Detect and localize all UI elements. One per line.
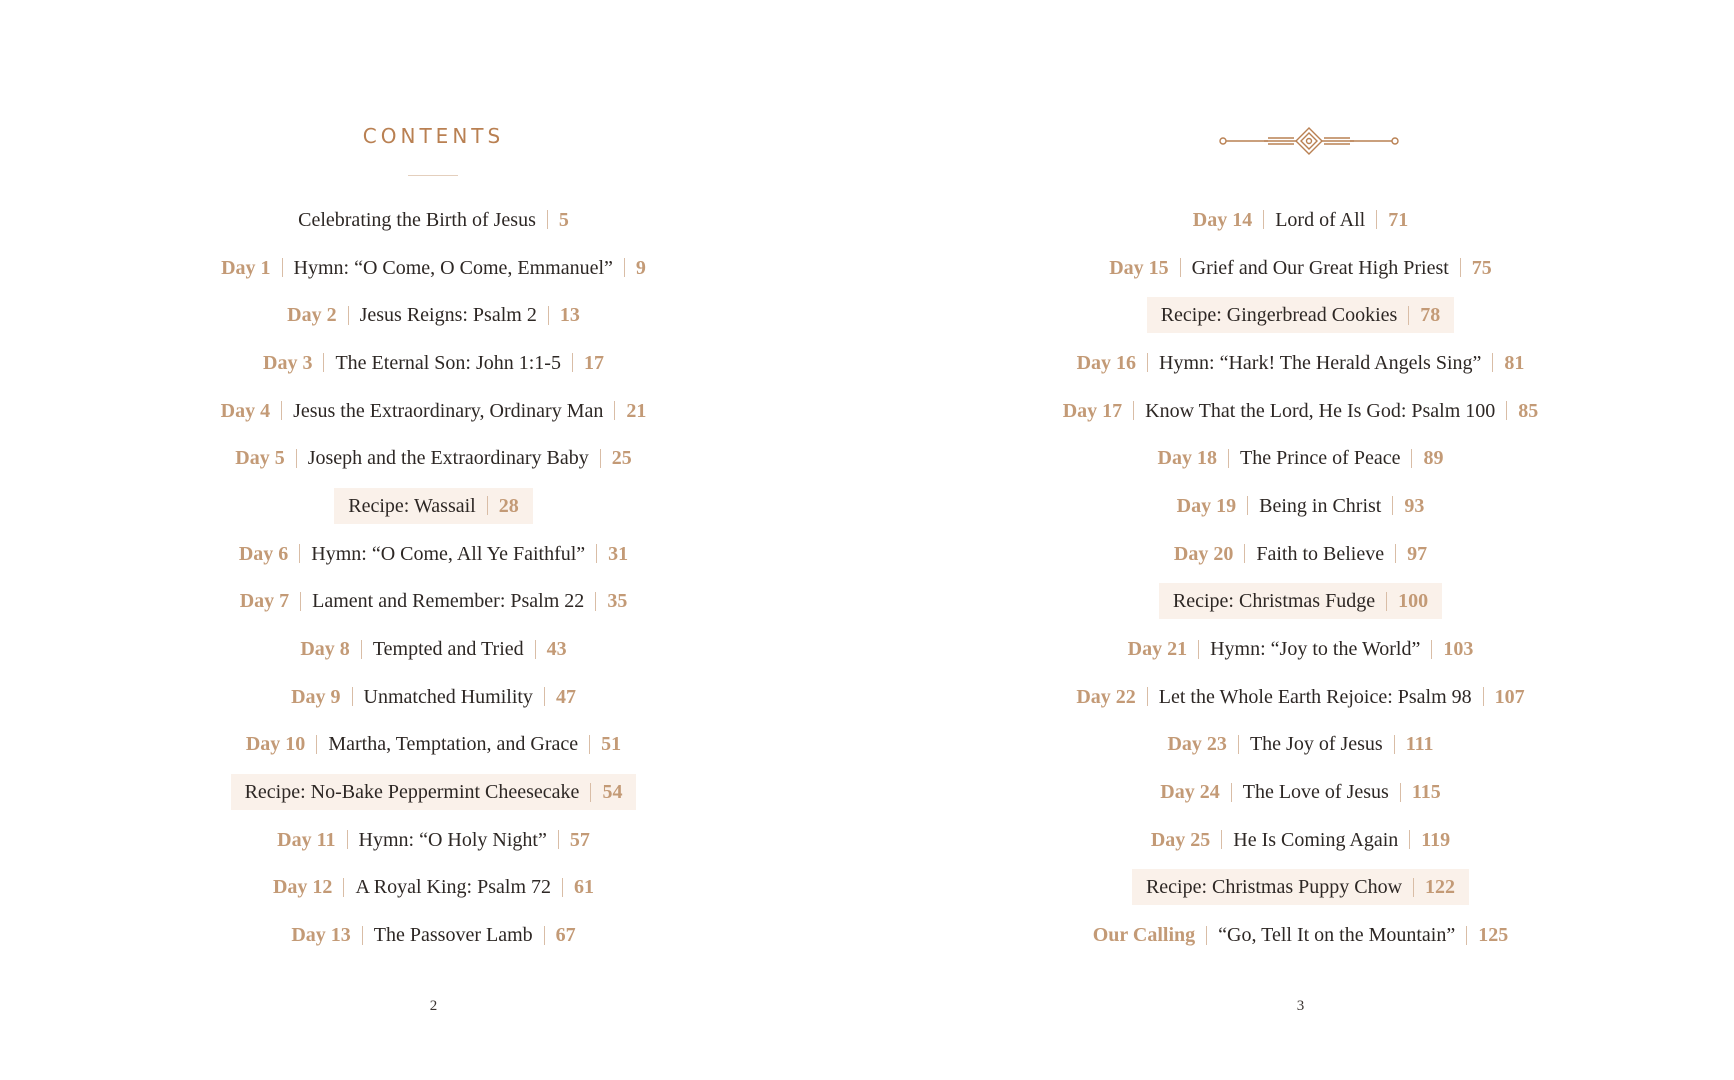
- toc-entry[interactable]: [249, 345, 618, 381]
- toc-row: [0, 768, 867, 816]
- separator-bar: [1133, 401, 1134, 420]
- toc-row: [0, 196, 867, 244]
- toc-page-number: 13: [559, 304, 580, 327]
- toc-title: Being in Christ: [1259, 494, 1382, 517]
- separator-bar: [281, 401, 282, 420]
- toc-title: Lord of All: [1275, 208, 1366, 231]
- toc-day-label: Day 17: [1062, 399, 1123, 422]
- toc-entry[interactable]: [259, 869, 608, 905]
- toc-list-left: [0, 196, 867, 959]
- toc-title: Hymn: “O Holy Night”: [358, 828, 547, 851]
- toc-row: [0, 291, 867, 339]
- toc-title: Hymn: “O Come, O Come, Emmanuel”: [293, 256, 613, 279]
- toc-row: [867, 434, 1734, 482]
- toc-page-number: 85: [1518, 399, 1539, 422]
- toc-entry-recipe[interactable]: [334, 488, 532, 524]
- toc-entry[interactable]: [1163, 488, 1439, 524]
- toc-title: The Love of Jesus: [1242, 781, 1389, 804]
- separator-bar: [1395, 544, 1396, 563]
- toc-list-right: [867, 196, 1734, 959]
- toc-page-number: 51: [601, 733, 622, 756]
- separator-bar: [1386, 592, 1387, 611]
- toc-entry-recipe[interactable]: [1147, 297, 1455, 333]
- toc-title: Know That the Lord, He Is God: Psalm 100: [1145, 399, 1496, 422]
- separator-bar: [1147, 687, 1148, 706]
- heading-divider: [408, 175, 458, 176]
- toc-day-label: Day 25: [1150, 828, 1211, 851]
- toc-title: Martha, Temptation, and Grace: [328, 733, 579, 756]
- toc-row: [0, 864, 867, 912]
- separator-bar: [348, 306, 349, 325]
- toc-entry[interactable]: [1049, 393, 1553, 429]
- separator-bar: [1431, 640, 1432, 659]
- toc-entry[interactable]: [273, 297, 594, 333]
- toc-row: [0, 482, 867, 530]
- toc-entry[interactable]: [1114, 631, 1488, 667]
- separator-bar: [347, 830, 348, 849]
- toc-page-number: 75: [1471, 256, 1492, 279]
- toc-page-number: 81: [1504, 351, 1525, 374]
- separator-bar: [487, 496, 488, 515]
- separator-bar: [362, 926, 363, 945]
- toc-title: Recipe: Christmas Puppy Chow: [1145, 876, 1403, 899]
- toc-entry[interactable]: [1063, 345, 1539, 381]
- separator-bar: [562, 878, 563, 897]
- separator-bar: [1238, 735, 1239, 754]
- separator-bar: [589, 735, 590, 754]
- toc-row: [867, 673, 1734, 721]
- toc-row: [0, 721, 867, 769]
- toc-day-label: Our Calling: [1092, 924, 1196, 947]
- toc-day-label: Day 13: [291, 924, 351, 947]
- toc-row: [867, 291, 1734, 339]
- toc-day-label: Day 23: [1167, 733, 1227, 756]
- toc-entry[interactable]: [1179, 202, 1422, 238]
- separator-bar: [1221, 830, 1222, 849]
- separator-bar: [1376, 210, 1377, 229]
- toc-title: A Royal King: Psalm 72: [355, 876, 552, 899]
- toc-page-number: 61: [574, 876, 595, 899]
- toc-page-number: 89: [1423, 447, 1444, 470]
- toc-entry[interactable]: [207, 393, 661, 429]
- separator-bar: [544, 687, 545, 706]
- toc-entry[interactable]: [221, 440, 646, 476]
- toc-page-number: 111: [1405, 733, 1434, 756]
- toc-entry-recipe[interactable]: [1159, 583, 1442, 619]
- separator-bar: [1392, 496, 1393, 515]
- toc-title: Recipe: Gingerbread Cookies: [1160, 304, 1398, 327]
- toc-title: Recipe: No-Bake Peppermint Cheesecake: [244, 781, 580, 804]
- separator-bar: [614, 401, 615, 420]
- toc-page-number: 21: [626, 399, 647, 422]
- separator-bar: [600, 449, 601, 468]
- toc-day-label: Day 2: [287, 304, 337, 327]
- toc-entry[interactable]: [1137, 822, 1464, 858]
- toc-title: Grief and Our Great High Priest: [1191, 256, 1449, 279]
- toc-title: Unmatched Humility: [363, 685, 533, 708]
- toc-title: Jesus the Extraordinary, Ordinary Man: [293, 399, 604, 422]
- toc-row: [0, 911, 867, 959]
- toc-row: [0, 578, 867, 626]
- separator-bar: [1198, 640, 1199, 659]
- separator-bar: [1228, 449, 1229, 468]
- separator-bar: [1506, 401, 1507, 420]
- toc-day-label: Day 19: [1176, 494, 1237, 517]
- toc-row: [867, 578, 1734, 626]
- separator-bar: [596, 544, 597, 563]
- toc-page-number: 71: [1388, 208, 1409, 231]
- toc-entry[interactable]: [207, 250, 660, 286]
- toc-day-label: Day 10: [245, 733, 306, 756]
- toc-row: [867, 625, 1734, 673]
- separator-bar: [558, 830, 559, 849]
- separator-bar: [1147, 353, 1148, 372]
- separator-bar: [1244, 544, 1245, 563]
- toc-title: Joseph and the Extraordinary Baby: [307, 447, 589, 470]
- toc-day-label: Day 24: [1160, 781, 1220, 804]
- toc-title: Celebrating the Birth of Jesus: [298, 208, 536, 231]
- page-number-left: 2: [429, 998, 438, 1014]
- separator-bar: [547, 210, 548, 229]
- toc-row: [867, 768, 1734, 816]
- separator-bar: [548, 306, 549, 325]
- toc-row: [867, 339, 1734, 387]
- toc-page-number: 31: [608, 542, 629, 565]
- toc-day-label: Day 7: [239, 590, 290, 613]
- separator-bar: [1394, 735, 1395, 754]
- toc-title: He Is Coming Again: [1233, 828, 1399, 851]
- toc-title: The Eternal Son: John 1:1-5: [335, 351, 561, 374]
- separator-bar: [352, 687, 353, 706]
- toc-row: [867, 196, 1734, 244]
- decorative-flourish-icon: [1218, 125, 1400, 157]
- toc-day-label: Day 3: [263, 351, 313, 374]
- toc-entry[interactable]: [225, 536, 642, 572]
- toc-day-label: Day 9: [291, 685, 341, 708]
- toc-day-label: Day 6: [238, 542, 289, 565]
- toc-day-label: Day 11: [277, 828, 336, 851]
- toc-entry[interactable]: [263, 822, 604, 858]
- toc-row: [0, 387, 867, 435]
- separator-bar: [296, 449, 297, 468]
- toc-day-label: Day 18: [1157, 447, 1217, 470]
- toc-title: The Joy of Jesus: [1249, 733, 1383, 756]
- separator-bar: [316, 735, 317, 754]
- toc-title: Hymn: “Joy to the World”: [1210, 638, 1421, 661]
- separator-bar: [1466, 926, 1467, 945]
- toc-entry[interactable]: [1095, 250, 1506, 286]
- toc-entry[interactable]: [277, 679, 590, 715]
- toc-title: Hymn: “O Come, All Ye Faithful”: [311, 542, 586, 565]
- toc-page-number: 78: [1420, 304, 1441, 327]
- toc-title: “Go, Tell It on the Mountain”: [1218, 924, 1456, 947]
- toc-row: [867, 864, 1734, 912]
- toc-page-number: 5: [558, 208, 569, 231]
- separator-bar: [300, 592, 301, 611]
- toc-row: [0, 434, 867, 482]
- toc-entry[interactable]: [232, 726, 635, 762]
- toc-page-number: 67: [555, 924, 576, 947]
- toc-page-number: 25: [611, 447, 632, 470]
- toc-entry[interactable]: [1062, 679, 1538, 715]
- separator-bar: [535, 640, 536, 659]
- toc-page-number: 17: [583, 351, 604, 374]
- separator-bar: [1247, 496, 1248, 515]
- separator-bar: [299, 544, 300, 563]
- separator-bar: [323, 353, 324, 372]
- toc-day-label: Day 15: [1109, 256, 1169, 279]
- toc-entry[interactable]: [226, 583, 642, 619]
- toc-title: Tempted and Tried: [372, 638, 524, 661]
- toc-day-label: Day 16: [1076, 351, 1137, 374]
- toc-page-number: 47: [555, 685, 576, 708]
- toc-day-label: Day 21: [1127, 638, 1188, 661]
- toc-page-number: 43: [546, 638, 567, 661]
- toc-day-label: Day 4: [220, 399, 271, 422]
- toc-row: [0, 673, 867, 721]
- toc-entry[interactable]: [286, 631, 580, 667]
- toc-row: [867, 244, 1734, 292]
- toc-page-number: 54: [602, 781, 623, 804]
- separator-bar: [1180, 258, 1181, 277]
- toc-day-label: Day 20: [1173, 542, 1234, 565]
- separator-bar: [1231, 783, 1232, 802]
- toc-page-number: 107: [1494, 685, 1525, 708]
- toc-page-number: 35: [607, 590, 628, 613]
- toc-row: [867, 530, 1734, 578]
- toc-row: [867, 721, 1734, 769]
- toc-title: Lament and Remember: Psalm 22: [312, 590, 585, 613]
- toc-row: [0, 339, 867, 387]
- toc-day-label: Day 22: [1076, 685, 1136, 708]
- toc-day-label: Day 5: [235, 447, 285, 470]
- page-number-right: 3: [1296, 998, 1305, 1014]
- toc-page-number: 9: [635, 256, 646, 279]
- separator-bar: [361, 640, 362, 659]
- contents-heading: CONTENTS: [362, 124, 505, 148]
- toc-entry[interactable]: [1160, 536, 1441, 572]
- separator-bar: [624, 258, 625, 277]
- toc-page-number: 115: [1411, 781, 1441, 804]
- right-page: [867, 0, 1734, 1080]
- toc-page-number: 125: [1478, 924, 1509, 947]
- separator-bar: [590, 783, 591, 802]
- separator-bar: [343, 878, 344, 897]
- toc-entry-recipe[interactable]: [1132, 869, 1469, 905]
- toc-title: Let the Whole Earth Rejoice: Psalm 98: [1158, 685, 1472, 708]
- toc-title: Jesus Reigns: Psalm 2: [359, 304, 537, 327]
- toc-title: Hymn: “Hark! The Herald Angels Sing”: [1159, 351, 1482, 374]
- toc-row: [0, 530, 867, 578]
- toc-day-label: Day 12: [272, 876, 333, 899]
- toc-day-label: Day 1: [221, 256, 271, 279]
- separator-bar: [595, 592, 596, 611]
- toc-page-number: 97: [1407, 542, 1428, 565]
- separator-bar: [1409, 830, 1410, 849]
- toc-row: [867, 911, 1734, 959]
- toc-entry[interactable]: [1079, 917, 1523, 953]
- separator-bar: [1411, 449, 1412, 468]
- toc-page-number: 28: [498, 494, 519, 517]
- toc-entry[interactable]: [284, 202, 583, 238]
- separator-bar: [572, 353, 573, 372]
- separator-bar: [1400, 783, 1401, 802]
- toc-entry-recipe[interactable]: [231, 774, 637, 810]
- toc-title: The Passover Lamb: [373, 924, 533, 947]
- separator-bar: [1483, 687, 1484, 706]
- toc-title: Faith to Believe: [1256, 542, 1385, 565]
- separator-bar: [1460, 258, 1461, 277]
- toc-day-label: Day 8: [300, 638, 350, 661]
- toc-row: [0, 244, 867, 292]
- toc-row: [867, 387, 1734, 435]
- toc-page-number: 103: [1443, 638, 1474, 661]
- toc-row: [0, 816, 867, 864]
- toc-entry[interactable]: [1146, 774, 1454, 810]
- separator-bar: [1408, 306, 1409, 325]
- separator-bar: [1413, 878, 1414, 897]
- toc-entry[interactable]: [1153, 726, 1447, 762]
- separator-bar: [1206, 926, 1207, 945]
- toc-page-number: 122: [1425, 876, 1456, 899]
- toc-entry[interactable]: [1144, 440, 1458, 476]
- toc-row: [867, 482, 1734, 530]
- toc-page-number: 57: [569, 828, 590, 851]
- toc-title: The Prince of Peace: [1239, 447, 1401, 470]
- separator-bar: [1263, 210, 1264, 229]
- toc-page-number: 93: [1404, 494, 1425, 517]
- toc-title: Recipe: Christmas Fudge: [1172, 590, 1376, 613]
- separator-bar: [544, 926, 545, 945]
- toc-row: [867, 816, 1734, 864]
- toc-page-number: 119: [1421, 828, 1451, 851]
- toc-entry[interactable]: [277, 917, 589, 953]
- separator-bar: [282, 258, 283, 277]
- toc-day-label: Day 14: [1192, 208, 1253, 231]
- toc-page-number: 100: [1398, 590, 1429, 613]
- toc-title: Recipe: Wassail: [348, 494, 476, 517]
- separator-bar: [1492, 353, 1493, 372]
- toc-row: [0, 625, 867, 673]
